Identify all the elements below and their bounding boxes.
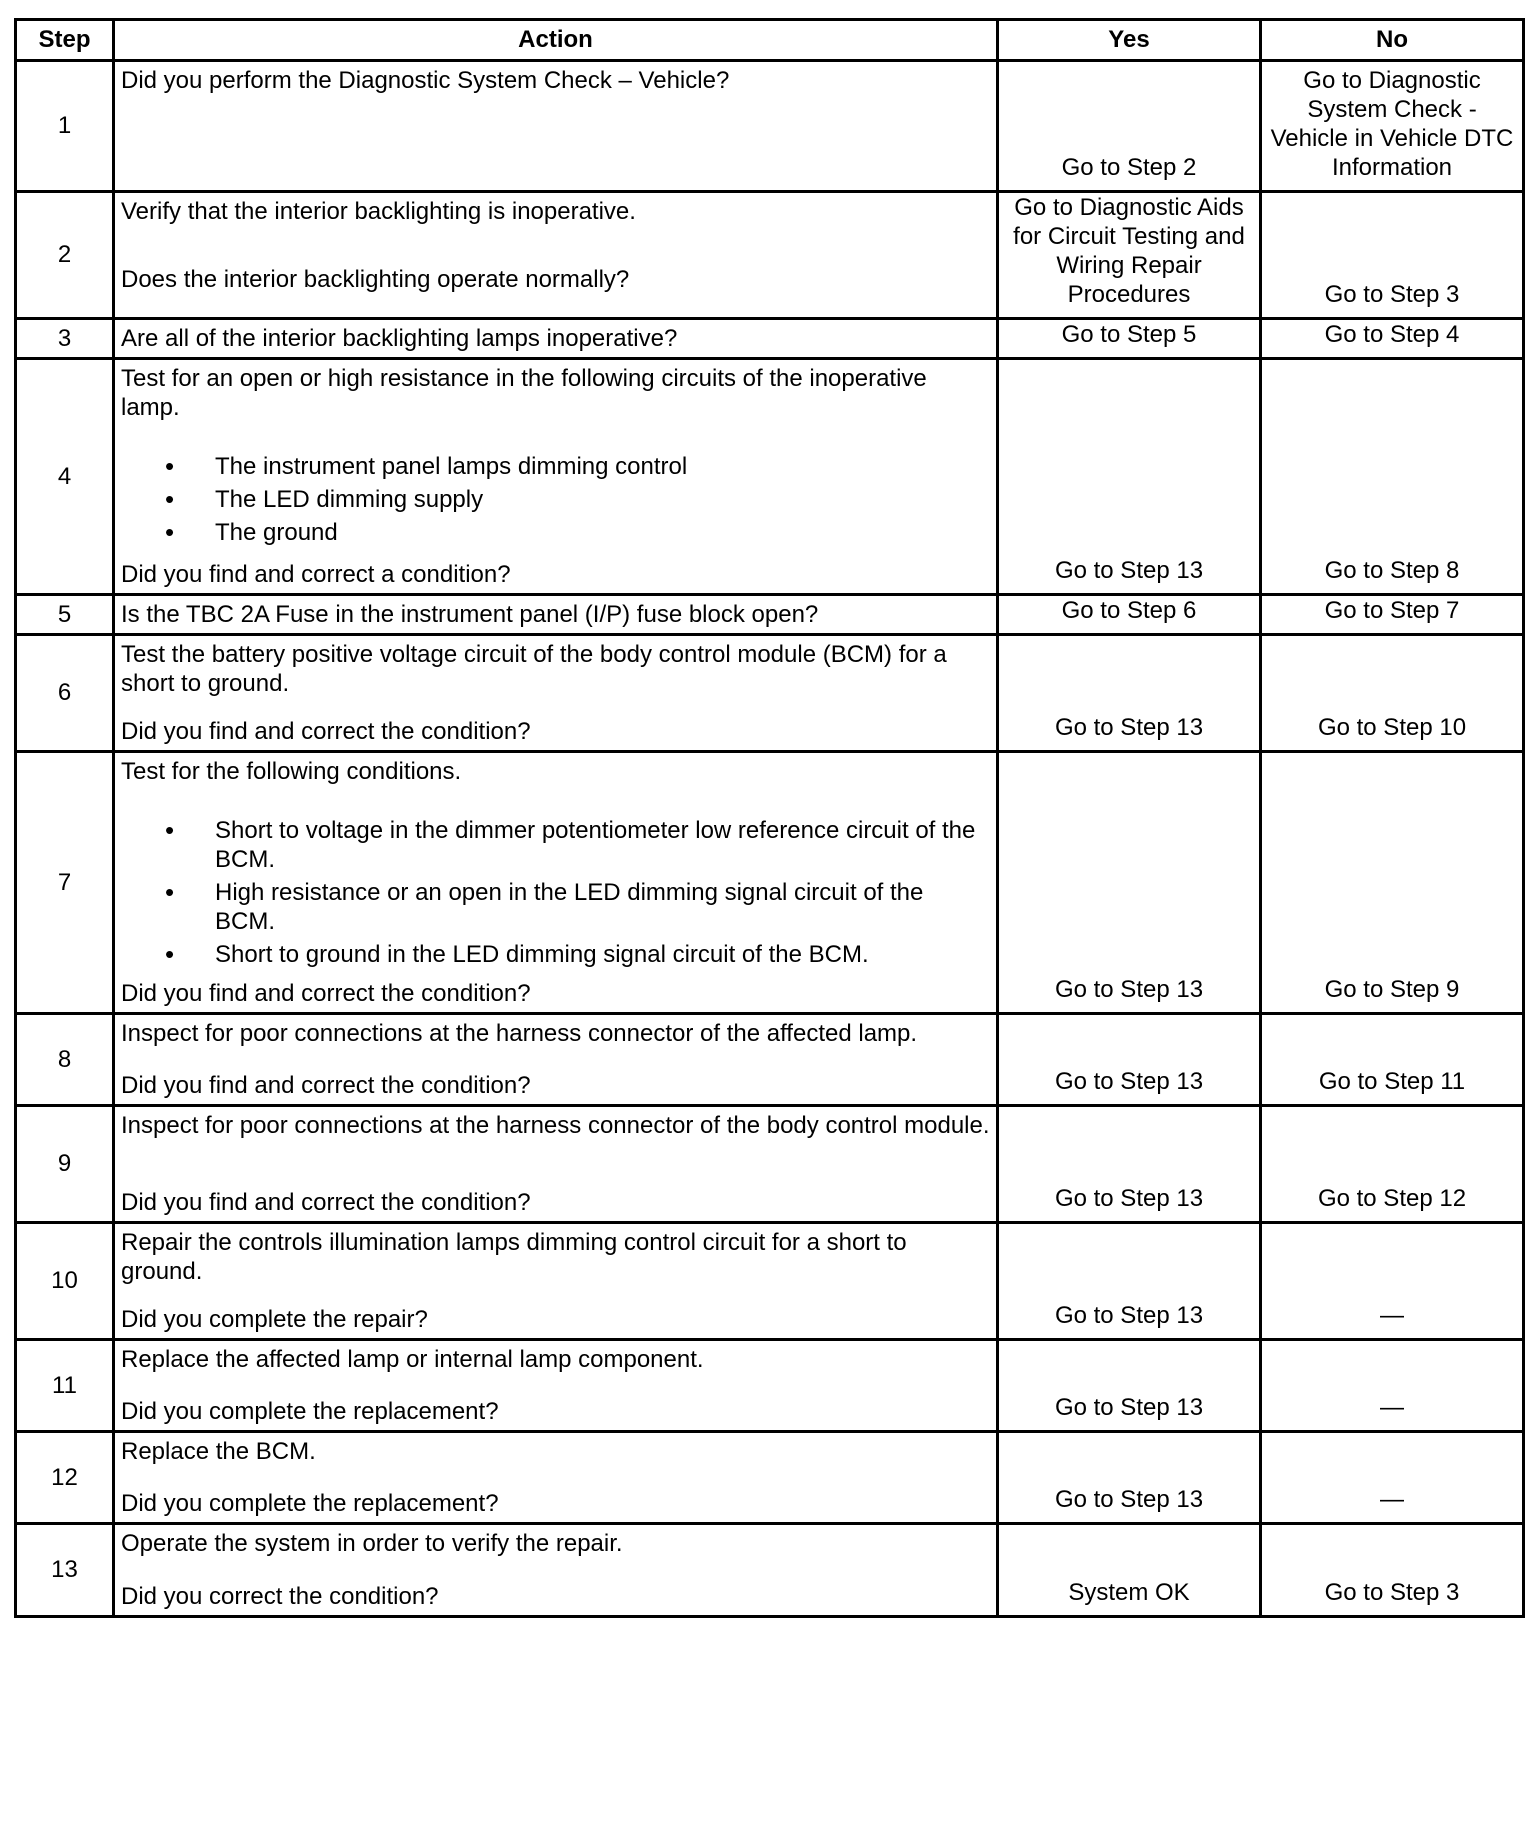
yes-result: Go to Step 13 [1054,557,1204,584]
yes-result: Go to Diagnostic Aids for Circuit Testing and Wiring Repair Procedures [1013,194,1245,308]
step-number: 1 [16,61,114,192]
no-cell [1261,635,1524,752]
no-result: Go to Diagnostic System Check - Vehicle in Vehicle DTC Information [1270,67,1514,181]
no-cell [1261,1106,1524,1223]
action-question: Did you complete the repair? [121,1306,428,1333]
yes-cell [998,635,1261,752]
yes-cell [998,319,1261,359]
action-question: Did you complete the replacement? [121,1490,499,1517]
yes-result: Go to Step 6 [1061,597,1197,624]
action-text: Replace the BCM. [121,1438,316,1465]
action-cell [114,1432,998,1524]
yes-result: Go to Step 13 [1054,714,1204,741]
table-row [16,752,1524,1014]
step-number: 13 [16,1524,114,1617]
no-result: Go to Step 12 [1317,1185,1467,1212]
action-text: Repair the controls illumination lamps dimming control circuit for a short to ground. [121,1229,907,1285]
yes-cell [998,1524,1261,1617]
yes-cell [998,61,1261,192]
no-result: — [1380,1394,1404,1421]
no-result: — [1380,1302,1404,1329]
no-result: Go to Step 8 [1324,557,1460,584]
no-result: Go to Step 10 [1317,714,1467,741]
yes-cell [998,192,1261,319]
no-cell [1261,752,1524,1014]
action-cell [114,192,998,319]
yes-result: Go to Step 13 [1054,976,1204,1003]
no-cell [1261,1432,1524,1524]
step-number: 3 [16,319,114,359]
action-cell [114,61,998,192]
action-bullet-item: • The LED dimming supply [215,485,996,514]
no-cell [1261,359,1524,595]
action-cell [114,359,998,595]
step-number: 11 [16,1340,114,1432]
table-row [16,319,1524,359]
action-text: Verify that the interior backlighting is inoperative. [121,198,636,225]
no-cell [1261,1524,1524,1617]
no-cell [1261,595,1524,635]
no-result: Go to Step 3 [1324,1579,1460,1606]
action-bullet-list [115,452,996,547]
action-text: Test for the following conditions. [121,758,462,785]
table-row [16,1432,1524,1524]
action-text: Test the battery positive voltage circuit of the body control module (BCM) for a short to ground. [121,641,947,697]
action-bullet-item: • High resistance or an open in the LED dimming signal circuit of the BCM. [215,878,996,936]
step-number: 2 [16,192,114,319]
action-text: Inspect for poor connections at the harness connector of the affected lamp. [121,1020,918,1047]
step-number: 4 [16,359,114,595]
action-cell [114,319,998,359]
action-cell [114,1340,998,1432]
yes-result: System OK [1068,1579,1190,1606]
action-bullet-item: • The instrument panel lamps dimming control [215,452,996,481]
no-result: — [1380,1486,1404,1513]
table-row [16,61,1524,192]
action-text: Is the TBC 2A Fuse in the instrument panel (I/P) fuse block open? [121,601,819,628]
no-cell [1261,319,1524,359]
action-question: Did you find and correct the condition? [121,1189,531,1216]
table-row [16,1223,1524,1340]
action-question: Did you complete the replacement? [121,1398,499,1425]
table-row [16,1014,1524,1106]
yes-cell [998,1106,1261,1223]
action-question: Did you find and correct the condition? [121,980,531,1007]
yes-cell [998,1340,1261,1432]
header-step: Step [16,20,114,61]
yes-result: Go to Step 13 [1054,1068,1204,1095]
no-cell [1261,192,1524,319]
action-text: Replace the affected lamp or internal lamp component. [121,1346,704,1373]
yes-result: Go to Step 2 [1061,154,1197,181]
no-result: Go to Step 11 [1318,1068,1466,1095]
header-row [16,20,1524,61]
yes-result: Go to Step 13 [1054,1185,1204,1212]
action-cell [114,635,998,752]
yes-cell [998,595,1261,635]
yes-cell [998,752,1261,1014]
action-question: Did you find and correct the condition? [121,718,531,745]
step-number: 10 [16,1223,114,1340]
step-number: 9 [16,1106,114,1223]
table-row [16,635,1524,752]
action-cell [114,1223,998,1340]
action-question: Did you find and correct a condition? [121,561,511,588]
no-result: Go to Step 7 [1324,597,1460,624]
action-text: Inspect for poor connections at the harness connector of the body control module. [121,1112,990,1139]
no-cell [1261,1340,1524,1432]
no-cell [1261,1223,1524,1340]
action-cell [114,1524,998,1617]
yes-cell [998,1223,1261,1340]
action-text: Are all of the interior backlighting lamps inoperative? [121,325,678,352]
action-bullet-item: • The ground [215,518,996,547]
action-question: Does the interior backlighting operate normally? [121,266,630,293]
action-cell [114,752,998,1014]
action-text: Operate the system in order to verify the repair. [121,1530,623,1557]
table-row [16,1524,1524,1617]
no-result: Go to Step 3 [1324,281,1460,308]
yes-cell [998,359,1261,595]
no-cell [1261,61,1524,192]
yes-result: Go to Step 13 [1054,1302,1204,1329]
header-no: No [1261,20,1524,61]
action-text: Did you perform the Diagnostic System Check – Vehicle? [121,67,730,94]
yes-result: Go to Step 13 [1054,1394,1204,1421]
table-body [16,61,1524,1617]
yes-result: Go to Step 13 [1054,1486,1204,1513]
diagnostic-table [14,18,1525,1618]
yes-cell [998,1014,1261,1106]
step-number: 8 [16,1014,114,1106]
action-question: Did you correct the condition? [121,1583,439,1610]
action-text: Test for an open or high resistance in the following circuits of the inoperative lamp. [121,365,927,421]
no-cell [1261,1014,1524,1106]
step-number: 12 [16,1432,114,1524]
step-number: 5 [16,595,114,635]
table-row [16,1340,1524,1432]
yes-cell [998,1432,1261,1524]
action-bullet-item: • Short to ground in the LED dimming signal circuit of the BCM. [215,940,996,969]
action-cell [114,1014,998,1106]
header-yes: Yes [998,20,1261,61]
table-row [16,595,1524,635]
table-row [16,192,1524,319]
action-cell [114,595,998,635]
header-action: Action [114,20,998,61]
table-row [16,1106,1524,1223]
no-result: Go to Step 9 [1324,976,1460,1003]
step-number: 7 [16,752,114,1014]
step-number: 6 [16,635,114,752]
yes-result: Go to Step 5 [1061,321,1197,348]
action-bullet-list [115,816,996,969]
action-cell [114,1106,998,1223]
table-row [16,359,1524,595]
no-result: Go to Step 4 [1324,321,1460,348]
action-bullet-item: • Short to voltage in the dimmer potentiometer low reference circuit of the BCM. [215,816,996,874]
action-question: Did you find and correct the condition? [121,1072,531,1099]
